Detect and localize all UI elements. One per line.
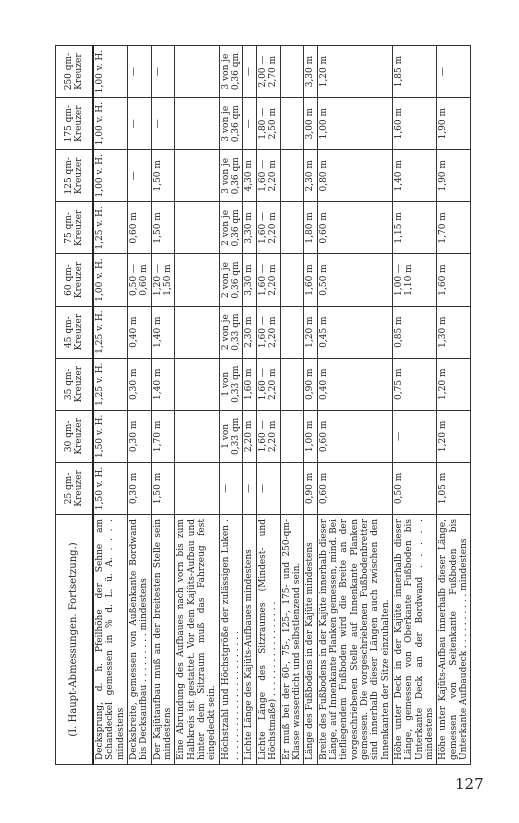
table-cell: 1,30 m (437, 306, 471, 358)
table-cell: 1,00 v. H. (93, 254, 128, 306)
table-cell: 1,60 — 2,20 m (256, 358, 280, 410)
table-cell: 1,20 m (304, 306, 317, 358)
table-cell (280, 254, 304, 306)
table-cell: — (243, 462, 256, 514)
table-cell: 0,30 m (128, 410, 152, 462)
table-cell: 1,70 m (437, 202, 471, 254)
table-cell: 0,90 m (304, 462, 317, 514)
table-row (219, 46, 243, 765)
row-description: Höhe unter Kajüts-Aufbau innerhalb dieser Länge, gemessen von Seitenkante Fußboden bis Unterkante Aufbaudeck . . . . . . . . . . mindestens (437, 515, 471, 765)
table-cell: 1,60 — 2,20 m (256, 150, 280, 202)
table-cell: 1,40 m (151, 306, 175, 358)
table-cell (280, 98, 304, 150)
table-cell (280, 46, 304, 98)
table-cell: 2,00 — 2,70 m (256, 46, 280, 98)
table-cell: 1,50 m (151, 462, 175, 514)
table-cell: 1,60 m (392, 98, 436, 150)
table-cell: 1,00 m (317, 98, 392, 150)
column-header: 125 qm-Kreuzer (56, 150, 94, 202)
row-description: Länge des Fußbodens in der Kajüte mindestens (304, 515, 317, 765)
table-cell: 0,60 m (317, 410, 392, 462)
row-description: Lichte Länge des Sitzraumes (Mindest- und Höchstmaße) . . . . . . . . . . . . . . . . . (256, 515, 280, 765)
row-description: Der Kajütaufbau muß an der breitesten Stelle sein mindestens (151, 515, 175, 765)
table-cell: 0,60 m (128, 202, 152, 254)
table-cell: 1,00 v. H. (93, 46, 128, 98)
table-row (128, 46, 152, 765)
table-cell: 2,30 m (304, 150, 317, 202)
table-row (243, 46, 256, 765)
table-cell: 1,25 v. H. (93, 202, 128, 254)
table-cell: 0,90 m (304, 358, 317, 410)
page-number: 127 (455, 775, 484, 793)
column-header: 25 qm-Kreuzer (56, 462, 94, 514)
table-cell: 0,80 m (317, 150, 392, 202)
table-cell: 2 von je 0,36 qm (219, 202, 243, 254)
row-description: Eine Abrundung des Aufbaues nach vorn bis zum Halbkreis ist gestattet. Vor dem Kajüts-Aufbau und hinter dem Sitzraum muß das Fahrzeug fest eingedeckt sein. (175, 515, 219, 765)
table-cell (280, 150, 304, 202)
table-cell: 1,25 v. H. (93, 306, 128, 358)
table-cell: 2 von je 0,36 qm (219, 254, 243, 306)
table-cell: — (151, 46, 175, 98)
table-cell: 0,40 m (128, 306, 152, 358)
table-body (93, 46, 471, 765)
table-cell: 3,30 m (243, 254, 256, 306)
table-cell: 0,30 m (128, 462, 152, 514)
table-cell: 0,45 m (317, 306, 392, 358)
table-cell: 0,75 m (392, 358, 436, 410)
table-cell: 1,15 m (392, 202, 436, 254)
table-cell: 1,00 — 1,10 m (392, 254, 436, 306)
table-row (392, 46, 436, 765)
table-cell: 0,30 m (128, 358, 152, 410)
table-cell: 2,20 m (243, 410, 256, 462)
table-cell: 1,50 m (151, 202, 175, 254)
table-cell: 1,20 m (437, 358, 471, 410)
table-row (317, 46, 392, 765)
table-cell: — (256, 462, 280, 514)
table-row (175, 46, 219, 765)
table-cell (175, 98, 219, 150)
table-cell: 3,30 m (304, 46, 317, 98)
row-description: Breite des Fußbodens in der Kajüte innerhalb dieser Länge, auf Innenkante Planken gemessen, mind. Bei tiefliegendem Fußboden wird die Breite an der vorgeschriebenen Stelle auf Innenkante Planken gemessen. Die vorgeschriebenen Fußbodenbretter sind innerhalb dieser Längen auch zwischen den Innenkanten der Sitze einzuhalten. (317, 515, 392, 765)
table-cell (280, 462, 304, 514)
table-cell: — (392, 410, 436, 462)
column-header: 250 qm-Kreuzer (56, 46, 94, 98)
column-header: 35 qm-Kreuzer (56, 358, 94, 410)
table-row (256, 46, 280, 765)
table-cell (280, 306, 304, 358)
table-cell: 1,60 m (243, 358, 256, 410)
row-description: Lichte Länge des Kajüts-Aufbaues mindestens (243, 515, 256, 765)
table-cell: 1,60 — 2,20 m (256, 202, 280, 254)
table-cell: 2 von je 0,33 qm (219, 306, 243, 358)
table-row (280, 46, 304, 765)
table-cell: 0,50 — 0,60 m (128, 254, 152, 306)
column-header: 175 qm-Kreuzer (56, 98, 94, 150)
rotated-table-page (55, 45, 469, 765)
table-cell: 3,30 m (243, 202, 256, 254)
table-cell: 3,00 m (304, 98, 317, 150)
table-cell: 1,20 — 1,50 m (151, 254, 175, 306)
table-cell: — (243, 46, 256, 98)
table-cell: — (437, 46, 471, 98)
table-cell: 3 von je 0,36 qm (219, 150, 243, 202)
table-cell: — (151, 98, 175, 150)
table-cell: 3 von je 0,36 qm (219, 46, 243, 98)
table-cell: 0,40 m (317, 358, 392, 410)
table-row (437, 46, 471, 765)
table-cell (175, 306, 219, 358)
table-cell: 1,70 m (151, 410, 175, 462)
column-header: 60 qm-Kreuzer (56, 254, 94, 306)
table-cell: 1,80 m (304, 202, 317, 254)
description-header: (I. Haupt-Abmessungen. Fortsetzung.) (56, 515, 94, 765)
row-description: Höchstzahl und Höchstgröße der zulässigen Luken . . . . . . . . . . . . . . . . . . . . . . . . (219, 515, 243, 765)
table-header-row (56, 46, 94, 765)
table-cell: 2,30 m (243, 306, 256, 358)
table-cell: 1,90 m (437, 98, 471, 150)
table-cell: 1,20 m (317, 46, 392, 98)
table-cell: — (128, 150, 152, 202)
row-description: Decksbreite, gemessen von Außenkante Bordwand bis Decksaufbau . . . . . . . . . mindestens (128, 515, 152, 765)
table-cell: 0,85 m (392, 306, 436, 358)
table-cell (280, 202, 304, 254)
table-cell: 1,60 — 2,20 m (256, 254, 280, 306)
table-cell: 0,50 m (317, 254, 392, 306)
table-cell: 1,60 m (437, 254, 471, 306)
table-cell: 1,05 m (437, 462, 471, 514)
table-cell: 1 von 0,33 qm (219, 410, 243, 462)
table-cell: — (219, 462, 243, 514)
table-row (151, 46, 175, 765)
table-cell: 1,85 m (392, 46, 436, 98)
table-cell: — (128, 46, 152, 98)
table-cell: 1,50 v. H. (93, 410, 128, 462)
table-cell: 0,60 m (317, 462, 392, 514)
column-header: 30 qm-Kreuzer (56, 410, 94, 462)
table-cell: 1,50 m (151, 150, 175, 202)
table-cell: 1,50 v. H. (93, 462, 128, 514)
table-row (93, 46, 128, 765)
column-header: 75 qm-Kreuzer (56, 202, 94, 254)
table-cell (175, 358, 219, 410)
table-cell: 1,90 m (437, 150, 471, 202)
table-cell (175, 410, 219, 462)
table-cell (175, 46, 219, 98)
table-cell (175, 254, 219, 306)
row-description: Decksprung, d. h. Pfeilhöhe der Sehne am Schandeckel gemessen in % d. L. ü. A. . . . . mindestens (93, 515, 128, 765)
table-cell: 1,60 — 2,20 m (256, 410, 280, 462)
table-cell: 4,30 m (243, 150, 256, 202)
table-cell (175, 150, 219, 202)
table-cell: 0,50 m (392, 462, 436, 514)
table-cell: 1,80 — 2,50 m (256, 98, 280, 150)
table-cell: 1 von 0,33 qm (219, 358, 243, 410)
table-cell (280, 410, 304, 462)
table-cell: 0,60 m (317, 202, 392, 254)
table-cell: 3 von je 0,36 qm (219, 98, 243, 150)
column-header: 45 qm-Kreuzer (56, 306, 94, 358)
table-cell (280, 358, 304, 410)
table-cell: 1,00 v. H. (93, 98, 128, 150)
dimensions-table (55, 45, 471, 765)
table-cell: 1,40 m (151, 358, 175, 410)
table-row (304, 46, 317, 765)
table-cell: 1,00 v. H. (93, 150, 128, 202)
table-cell: — (243, 98, 256, 150)
row-description: Er muß bei der 60-, 75-, 125-, 175- und 250-qm-Klasse wasserdicht und selbstlenzend sein. (280, 515, 304, 765)
row-description: Höhe unter Deck in der Kajüte innerhalb dieser Länge, gemessen von Oberkante Fußboden bis Unterkante Deck an der Bordwand . . . . . mindestens (392, 515, 436, 765)
table-cell: 1,60 — 2,20 m (256, 306, 280, 358)
table-cell: — (128, 98, 152, 150)
table-cell: 1,20 m (437, 410, 471, 462)
table-cell: 1,60 m (304, 254, 317, 306)
table-cell (175, 202, 219, 254)
table-cell: 1,25 v. H. (93, 358, 128, 410)
table-cell (175, 462, 219, 514)
table-cell: 1,40 m (392, 150, 436, 202)
table-cell: 1,00 m (304, 410, 317, 462)
